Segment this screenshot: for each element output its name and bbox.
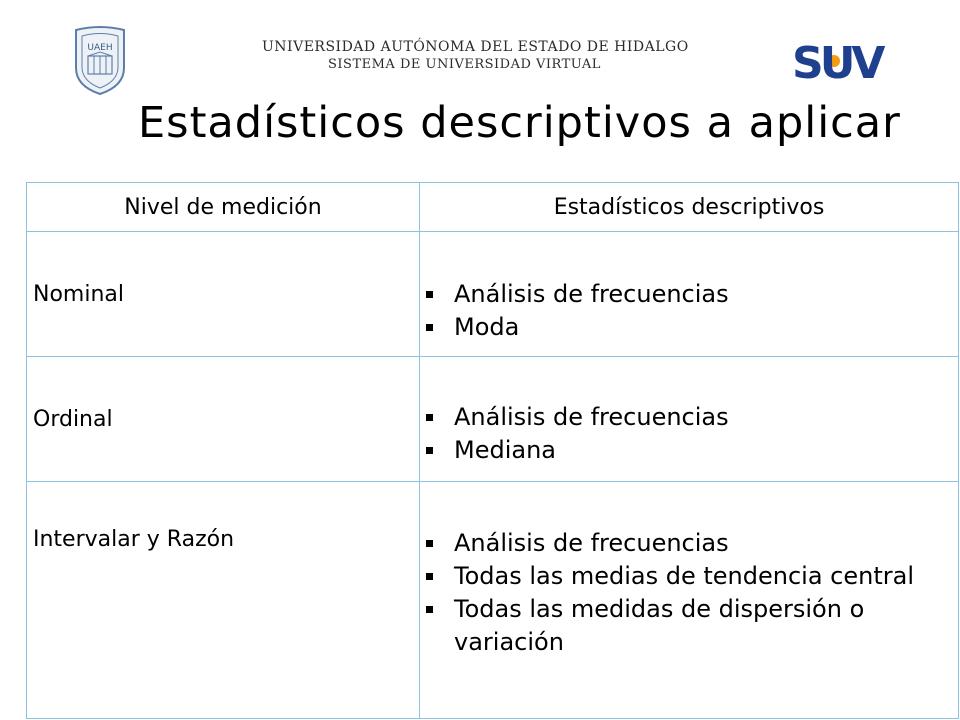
list-item [420, 560, 958, 593]
list-item [420, 527, 958, 560]
svg-text:UAEH: UAEH [87, 43, 113, 53]
square-bullet-icon [426, 414, 433, 421]
table-row [27, 232, 959, 357]
stats-list [420, 401, 958, 467]
stats-list [420, 278, 958, 344]
header-stats: Estadísticos descriptivos [420, 183, 959, 232]
level-cell: Nominal [27, 232, 420, 357]
slide-title: Estadísticos descriptivos a aplicar [138, 98, 901, 148]
square-bullet-icon [426, 573, 433, 580]
stats-cell [420, 232, 959, 357]
list-item [420, 401, 958, 434]
header-level: Nivel de medición [27, 183, 420, 232]
stat-text: Todas las medidas de dispersión o variación [454, 595, 865, 656]
svg-text:SUV: SUV [792, 38, 882, 84]
square-bullet-icon [426, 324, 433, 331]
university-name [262, 39, 689, 72]
list-item [420, 311, 958, 344]
square-bullet-icon [426, 291, 433, 298]
list-item [420, 593, 958, 659]
list-item [420, 278, 958, 311]
suv-logo [790, 34, 894, 84]
stat-text: Mediana [454, 436, 556, 464]
stat-text: Moda [454, 313, 520, 341]
table-row [27, 357, 959, 482]
square-bullet-icon [426, 540, 433, 547]
level-text: Intervalar y Razón [33, 527, 235, 552]
level-cell: Ordinal [27, 357, 420, 482]
university-line-1: UNIVERSIDAD AUTÓNOMA DEL ESTADO DE HIDALGO [262, 39, 689, 55]
table-row [27, 482, 959, 719]
list-item [420, 434, 958, 467]
measurement-table [26, 182, 959, 719]
university-line-2: SISTEMA DE UNIVERSIDAD VIRTUAL [328, 57, 601, 72]
stat-text: Análisis de frecuencias [454, 529, 729, 557]
stats-cell [420, 482, 959, 719]
table-header-row [27, 183, 959, 232]
uaeh-seal-logo [68, 24, 132, 96]
stat-text: Análisis de frecuencias [454, 403, 729, 431]
level-cell [27, 482, 420, 719]
square-bullet-icon [426, 606, 433, 613]
stat-text: Análisis de frecuencias [454, 280, 729, 308]
square-bullet-icon [426, 447, 433, 454]
slide-header [0, 0, 960, 100]
stats-cell [420, 357, 959, 482]
stats-list [420, 527, 958, 659]
stat-text: Todas las medias de tendencia central [454, 562, 914, 590]
